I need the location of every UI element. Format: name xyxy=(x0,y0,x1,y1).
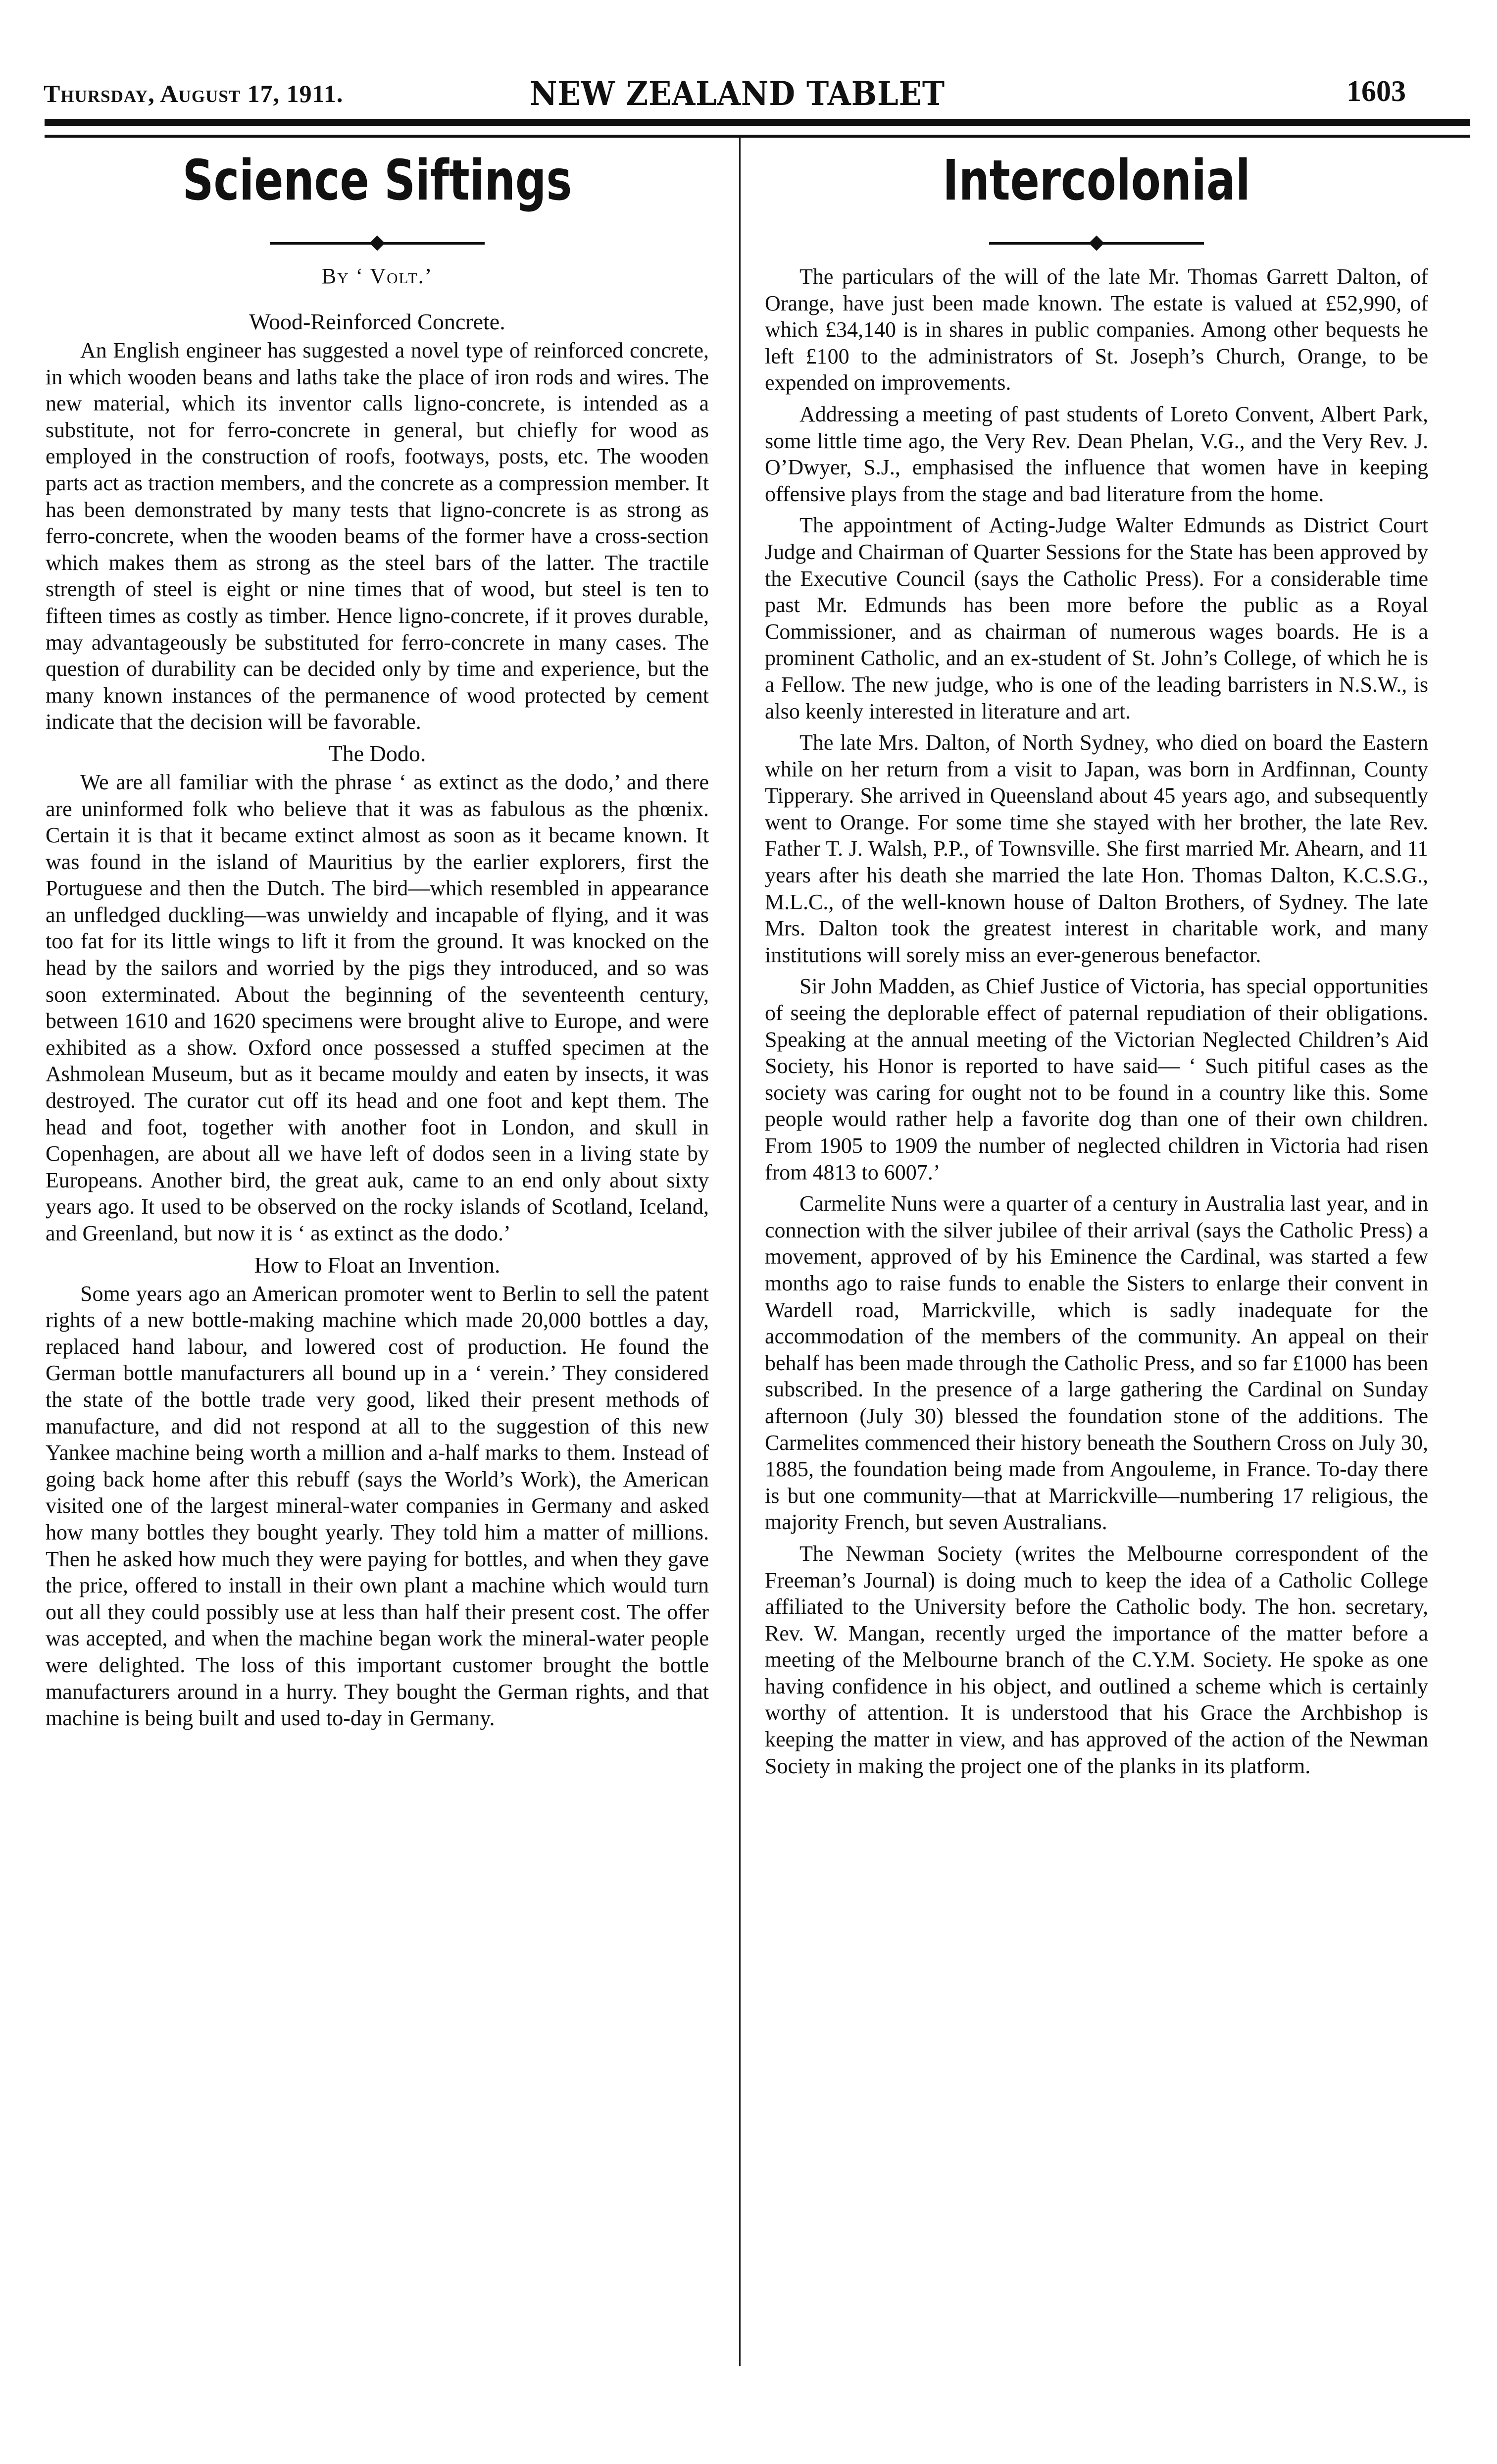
section-heading: The Dodo. xyxy=(328,740,426,766)
byline: By ‘ Volt.’ xyxy=(321,264,433,288)
paragraph: The particulars of the will of the late Mr. Thomas Garrett Dalton, of Orange, have just been made known. The estate is valued at £52,990, of which £34,140 is in shares in public companies. Among other bequests he left £100 to the administrators of St. Joseph’s Church, Orange, to be expended on improvements. xyxy=(765,264,1428,395)
publication-title: NEW ZEALAND TABLET xyxy=(530,74,945,113)
paragraph: Carmelite Nuns were a quarter of a century in Australia last year, and in connection with the silver jubilee of their arrival (says the Catholic Press) a movement, approved of by his Eminence the Cardinal, was started a few months ago to raise funds to enable the Sisters to enlarge their convent in Wardell road, Marrickville, which is sadly inadequate for the accommodation of the members of the community. An appeal on their behalf has been made through the Catholic Press, and so far £1000 has been subscribed. In the presence of a large gathering the Cardinal on Sunday afternoon (July 30) blessed the foundation stone of the additions. The Carmelites commenced their history beneath the Southern Cross on July 30, 1885, the foundation being made from Angouleme, in France. To-day there is but one community—that at Marrickville—numbering 17 religious, the majority French, but seven Australians. xyxy=(765,1191,1428,1535)
section-heading: Wood-Reinforced Concrete. xyxy=(249,309,505,334)
paragraph: The Newman Society (writes the Melbourne correspondent of the Freeman’s Journal) is doing much to keep the idea of a Catholic College affiliated to the University before the Catholic body. The hon. secretary, Rev. W. Mangan, recently urged the importance of the matter before a meeting of the Melbourne branch of the C.Y.M. Society. He spoke as one having confidence in his object, and outlined a scheme which is certainly worthy of attention. It is understood that his Grace the Archbishop is keeping the matter in view, and has approved of the action of the Newman Society in making the project one of the planks in its platform. xyxy=(765,1541,1428,1778)
section xyxy=(46,1252,709,1732)
paragraph: The appointment of Acting-Judge Walter Edmunds as District Court Judge and Chairman of Quarter Sessions for the State has been approved by the Executive Council (says the Catholic Press). For a considerable time past Mr. Edmunds has been more before the public as a Royal Commissioner, and as chairman of numerous wages boards. He is a prominent Catholic, and an ex-student of St. John’s College, of which he is a Fellow. The new judge, who is one of the leading barristers in N.S.W., is also keenly interested in literature and art. xyxy=(765,513,1428,723)
section xyxy=(46,740,709,1247)
paragraph: Sir John Madden, as Chief Justice of Victoria, has special opportunities of seeing the deplorable effect of paternal repudiation of their obligations. Speaking at the annual meeting of the Victorian Neglected Children’s Aid Society, his Honor is reported to have said— ‘ Such pitiful cases as the society was caring for ought not to be found in a country like this. Some people would rather help a favorite dog than one of their own children. From 1905 to 1909 the number of neglected children in Victoria had risen from 4813 to 6007.’ xyxy=(765,974,1428,1184)
paragraph: An English engineer has suggested a novel type of reinforced concrete, in which wooden beans and laths take the place of iron rods and wires. The new material, which its inventor calls ligno-concrete, is intended as a substitute, not for ferro-concrete in general, but chiefly for wood as employed in the construction of roofs, footways, posts, etc. The wooden parts act as traction members, and the concrete as a compression member. It has been demonstrated by many tests that ligno-concrete is as strong as ferro-concrete, when the wooden beams of the former have a cross-section which makes them as strong as the steel bars of the latter. The tractile strength of steel is eight or nine times that of wood, but steel is ten to fifteen times as costly as timber. Hence ligno-concrete, if it proves durable, may advantageously be substituted for ferro-concrete in many cases. The question of durability can be decided only by time and experience, but the many known instances of the permanence of wood protected by cement indicate that the decision will be favorable. xyxy=(46,338,709,734)
paragraph: We are all familiar with the phrase ‘ as extinct as the dodo,’ and there are uninformed folk who believe that it was as fabulous as the phœnix. Certain it is that it became extinct almost as soon as it became known. It was found in the island of Mauritius by the earlier explorers, first the Portuguese and then the Dutch. The bird—which resembled in appearance an unfledged duckling—was unwieldy and incapable of flying, and it was too fat for its little wings to lift it from the ground. It was knocked on the head by the sailors and worried by the pigs they introduced, and so was soon exterminated. About the beginning of the seventeenth century, between 1610 and 1620 specimens were brought alive to Europe, and were exhibited as a show. Oxford once possessed a stuffed specimen at the Ashmolean Museum, but as it became mouldy and eaten by insects, it was destroyed. The curator cut off its head and one foot and kept them. The head and foot, together with another foot in London, and skull in Copenhagen, are about all we have left of dodos seen in a living state by Europeans. Another bird, the great auk, came to an end only about sixty years ago. It used to be observed on the rocky islands of Scotland, Iceland, and Greenland, but now it is ‘ as extinct as the dodo.’ xyxy=(46,770,709,1245)
ornament-divider xyxy=(765,238,1428,249)
science-siftings-column xyxy=(46,144,709,1737)
paragraph: Addressing a meeting of past students of Loreto Convent, Albert Park, some little time ago, the Very Rev. Dean Phelan, V.G., and the Very Rev. J. O’Dwyer, S.J., emphasised the influence that women have in keeping offensive plays from the stage and bad literature from the home. xyxy=(765,402,1428,506)
section xyxy=(46,308,709,735)
paragraph: Some years ago an American promoter went to Berlin to sell the patent rights of a new bottle-making machine which made 20,000 bottles a day, replaced hand labour, and lowered cost of production. He found the German bottle manufacturers all bound up in a ‘ verein.’ They considered the state of the bottle trade very good, liked their present methods of manufacture, and did not respond at all to the suggestion of this new Yankee machine being worth a million and a-half marks to them. Instead of going back home after this rebuff (says the World’s Work), the American visited one of the largest mineral-water companies in Germany and asked how many bottles they bought yearly. They told him a matter of millions. Then he asked how much they were paying for bottles, and when they gave the price, offered to install in their own plant a machine which would turn out all they could possibly use at less than half their present cost. The offer was accepted, and when the machine began work the mineral-water people were delighted. The loss of this important customer brought the bottle manufacturers around in a hurry. They bought the German rights, and that machine is being built and used to-day in Germany. xyxy=(46,1281,709,1731)
column-title: Science Siftings xyxy=(182,149,572,213)
column-title: Intercolonial xyxy=(943,149,1250,213)
header-date: Thursday, August 17, 1911. xyxy=(44,80,344,107)
header-rule-thin xyxy=(45,135,1470,138)
column-divider xyxy=(739,138,741,2366)
intercolonial-column xyxy=(765,144,1428,1784)
ornament-divider xyxy=(46,238,709,249)
header-rule-thick xyxy=(45,119,1470,126)
page-number: 1603 xyxy=(1347,75,1406,107)
paragraph: The late Mrs. Dalton, of North Sydney, who died on board the Eastern while on her return from a visit to Japan, was born in Ardfinnan, County Tipperary. She arrived in Queensland about 45 years ago, and subsequently went to Orange. For some time she stayed with her brother, the late Rev. Father T. J. Walsh, P.P., of Townsville. She first married Mr. Ahearn, and 11 years after his death she married the late Hon. Thomas Dalton, K.C.S.G., M.L.C., of the well-known house of Dalton Brothers, of Sydney. The late Mrs. Dalton took the greatest interest in charitable work, and many institutions will sorely miss an ever-generous benefactor. xyxy=(765,730,1428,967)
section-heading: How to Float an Invention. xyxy=(254,1252,500,1278)
